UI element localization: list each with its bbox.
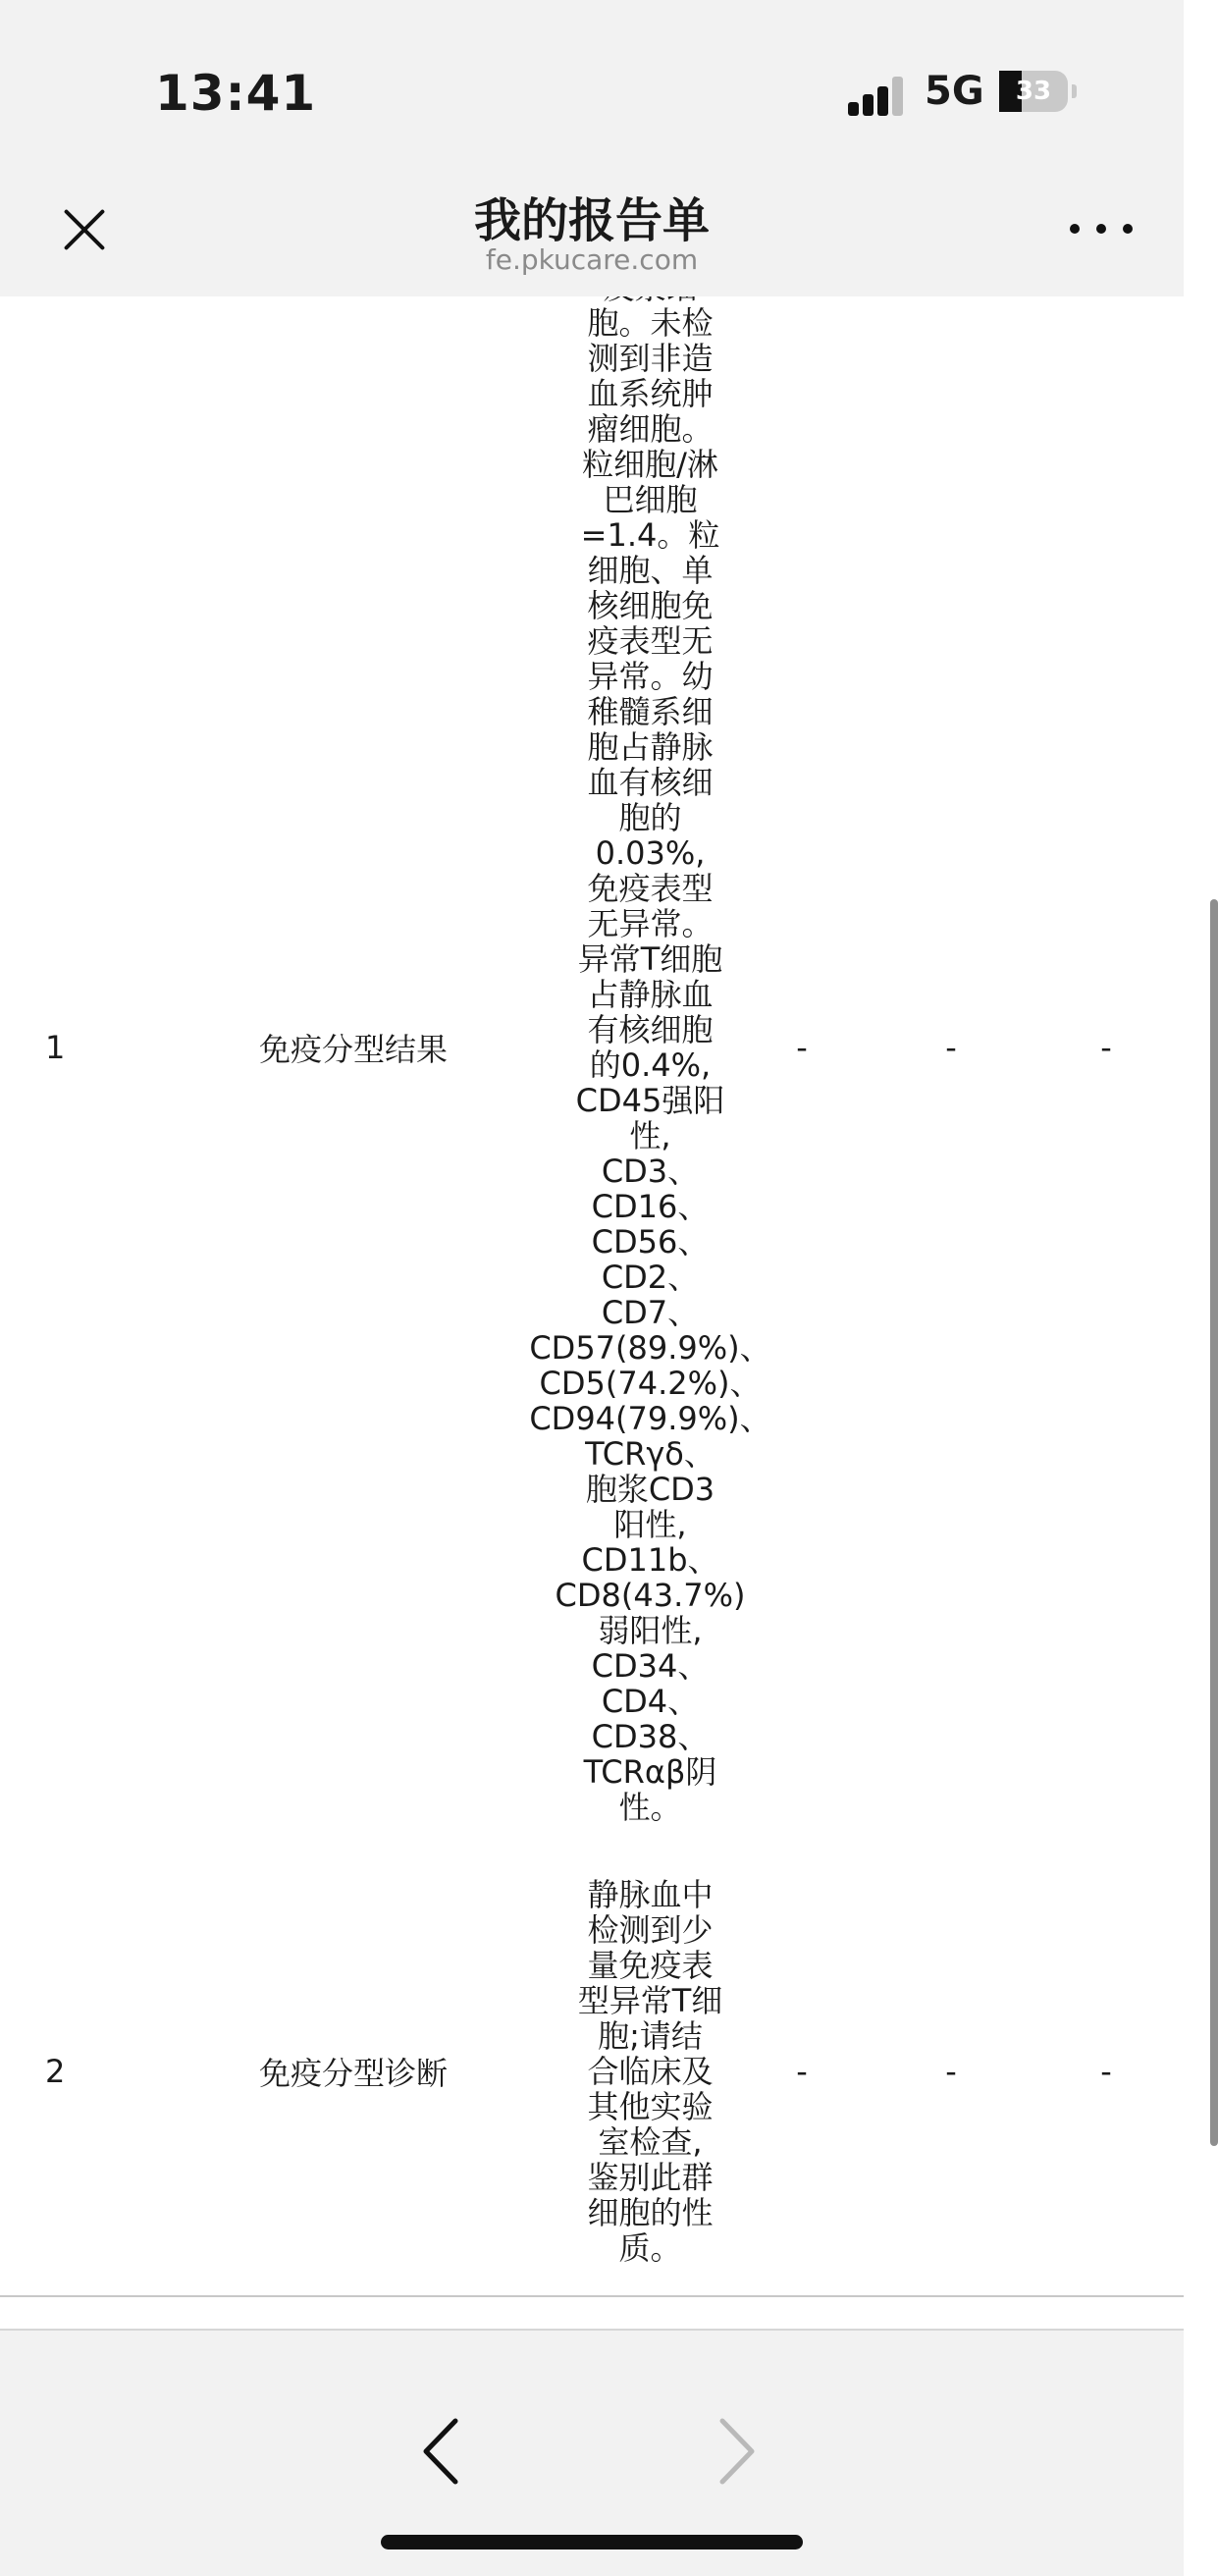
row-item-name: 免疫分型诊断 xyxy=(258,2054,448,2092)
result-line: TCRγδ、 xyxy=(585,1435,715,1473)
result-line: 的0.4%, xyxy=(589,1046,712,1084)
row-item-name: 免疫分型结果 xyxy=(258,1031,448,1068)
page-url: fe.pkucare.com xyxy=(485,243,699,276)
result-line: CD34、 xyxy=(591,1647,710,1685)
result-line: 粒细胞/淋 xyxy=(582,446,718,483)
row-col3: - xyxy=(796,1029,808,1066)
row-index: 2 xyxy=(45,2052,66,2090)
result-line: CD45强阳 xyxy=(575,1082,725,1119)
result-line: CD4、 xyxy=(601,1683,700,1720)
result-line: 鉴别此群 xyxy=(587,2158,714,2196)
result-line: CD57(89.9%)、 xyxy=(529,1329,771,1367)
battery-icon xyxy=(999,71,1068,112)
result-line: 核细胞免 xyxy=(587,587,714,624)
signal-icon xyxy=(848,75,903,116)
row-index: 1 xyxy=(45,1029,66,1066)
result-line: 量免疫表 xyxy=(587,1946,714,1984)
network-label: 5G xyxy=(925,69,984,114)
result-line: CD3、 xyxy=(601,1153,700,1190)
row-result xyxy=(550,1852,751,2289)
result-line: 合临床及 xyxy=(587,2052,714,2090)
result-line: CD11b、 xyxy=(581,1541,719,1579)
chevron-left-icon[interactable] xyxy=(412,2409,471,2494)
row-col5: - xyxy=(1100,1029,1112,1066)
row-col3: - xyxy=(796,2052,808,2090)
scrollbar[interactable] xyxy=(1210,899,1218,2146)
chevron-right-icon xyxy=(707,2409,766,2494)
top-bar xyxy=(0,0,1184,296)
result-line: 瘤细胞。 xyxy=(587,410,714,448)
result-line: 无异常。 xyxy=(587,905,714,942)
result-line: 胞;请结 xyxy=(598,2016,703,2055)
result-line: CD7、 xyxy=(601,1294,700,1331)
result-line: 检测到少 xyxy=(587,1910,714,1949)
report-content[interactable] xyxy=(0,296,1184,2294)
result-line: 胞。未检 xyxy=(587,304,714,342)
result-line: =1.4。粒 xyxy=(580,516,720,554)
status-time: 13:41 xyxy=(155,65,317,122)
result-line: 异常。幼 xyxy=(587,658,714,695)
result-line: CD2、 xyxy=(601,1259,700,1296)
result-line: 胞的 xyxy=(618,799,682,836)
result-line: CD5(74.2%)、 xyxy=(539,1365,762,1402)
table-row xyxy=(0,1852,1184,2289)
result-line: 室检查, xyxy=(598,2122,703,2161)
result-line: 异常T细胞 xyxy=(577,940,723,978)
result-line: CD8(43.7%) xyxy=(555,1577,746,1614)
result-line: 细胞的性 xyxy=(587,2193,714,2231)
result-line: 血系统肿 xyxy=(587,375,714,412)
table-row xyxy=(0,267,1184,1828)
row-divider xyxy=(0,2295,1184,2297)
result-line: 巴细胞 xyxy=(603,481,698,518)
result-line: 性, xyxy=(629,1117,671,1154)
result-line: 阳性, xyxy=(613,1506,687,1543)
result-line: CD38、 xyxy=(591,1718,710,1755)
row-col4: - xyxy=(945,1029,957,1066)
result-line: TCRαβ阴 xyxy=(583,1753,717,1791)
home-indicator[interactable] xyxy=(381,2535,803,2549)
row-col4: - xyxy=(945,2052,957,2090)
result-line: 其他实验 xyxy=(587,2087,714,2125)
result-line: 胞浆CD3 xyxy=(585,1471,715,1508)
battery-tip xyxy=(1072,84,1077,98)
result-line: 质。 xyxy=(618,2228,682,2267)
result-line: 免疫表型 xyxy=(587,870,714,907)
result-line: 占静脉血 xyxy=(587,976,714,1013)
battery-level: 33 xyxy=(1015,77,1052,106)
row-col5: - xyxy=(1100,2052,1112,2090)
page-title: 我的报告单 xyxy=(473,193,710,248)
result-line: 测到非造 xyxy=(587,340,714,377)
result-line: 静脉血中 xyxy=(587,1875,714,1913)
result-line: 胞占静脉 xyxy=(587,728,714,766)
result-line: 稚髓系细 xyxy=(587,693,714,730)
result-line: 细胞、单 xyxy=(587,552,714,589)
result-line: CD94(79.9%)、 xyxy=(529,1400,771,1437)
result-line: 性。 xyxy=(618,1789,682,1826)
result-line: 血有核细 xyxy=(587,764,714,801)
result-line: 疫表型无 xyxy=(587,622,714,660)
row-result xyxy=(529,267,771,1828)
result-line: 有核细胞 xyxy=(587,1011,714,1048)
result-line: 型异常T细 xyxy=(577,1981,723,2019)
result-line: 0.03%, xyxy=(595,834,706,872)
result-line: CD16、 xyxy=(591,1188,710,1225)
result-line: CD56、 xyxy=(591,1223,710,1261)
more-icon[interactable] xyxy=(1070,218,1133,242)
result-line: 弱阳性, xyxy=(598,1612,703,1649)
